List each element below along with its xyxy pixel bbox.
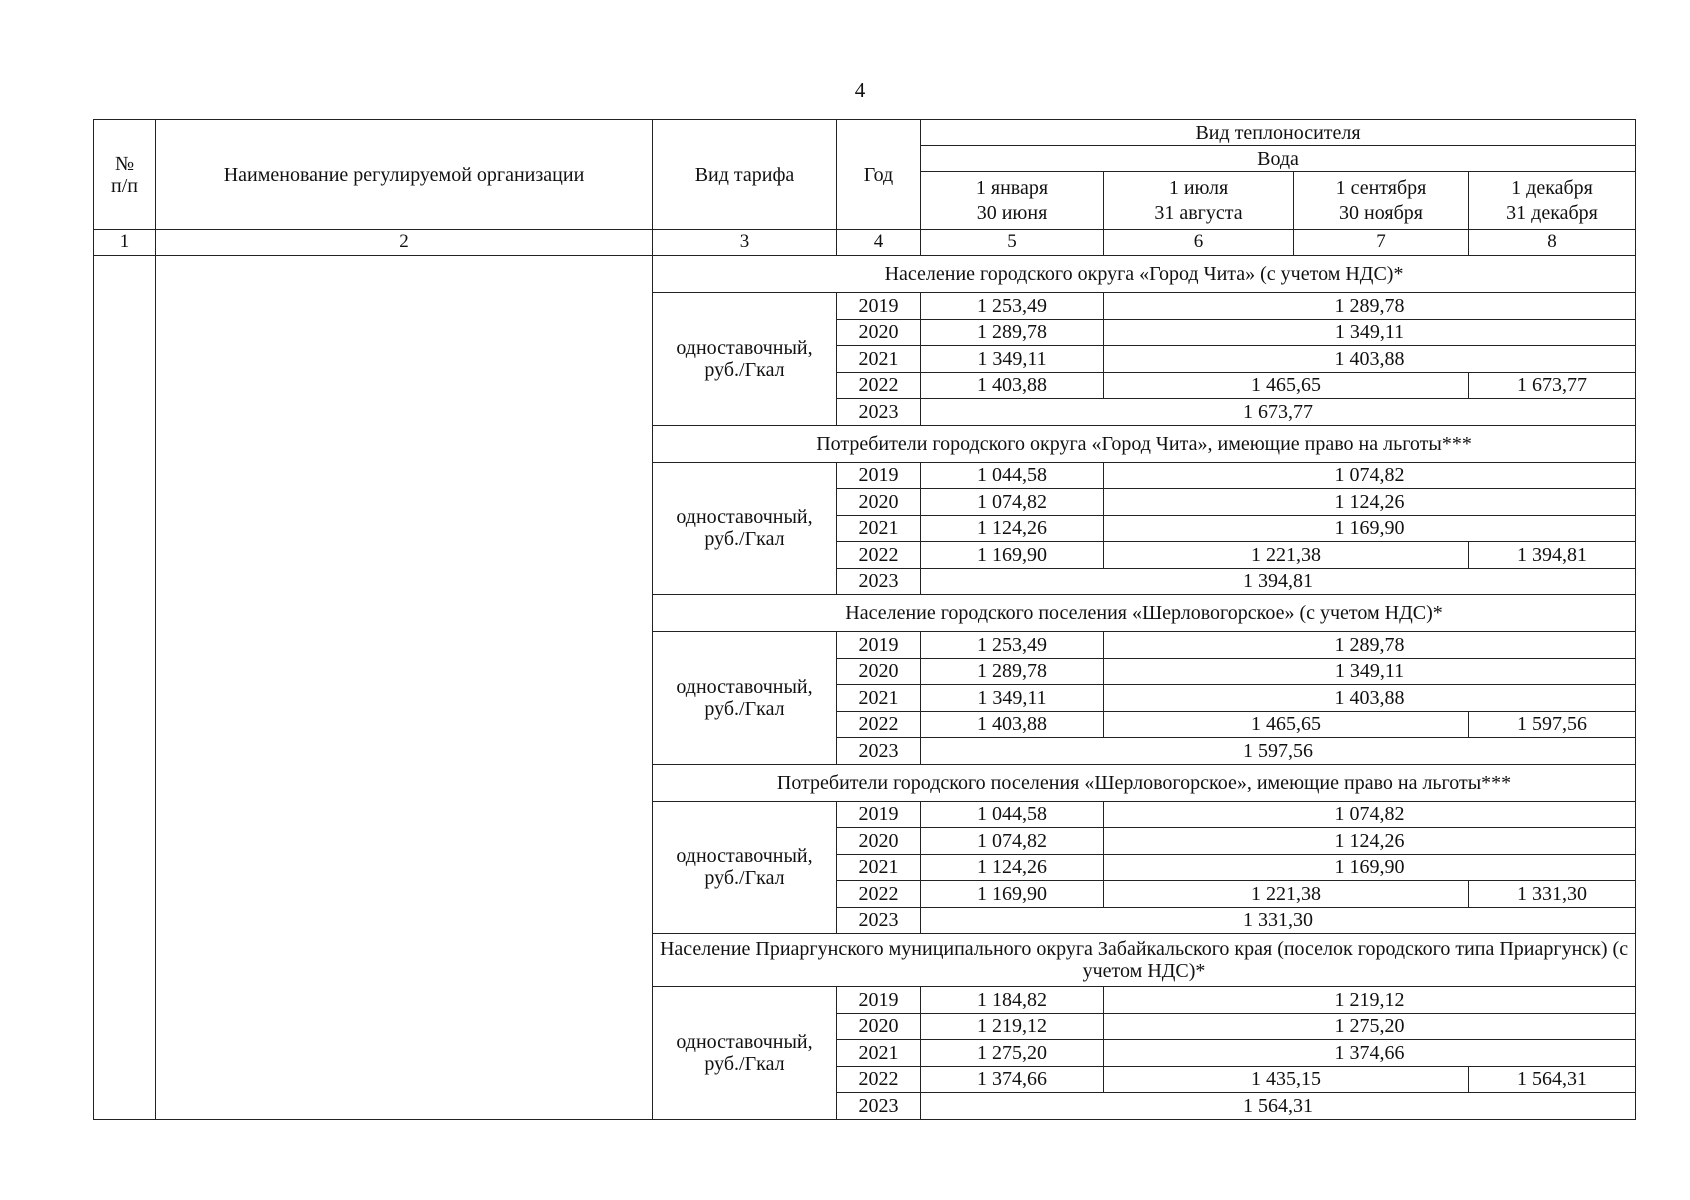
value-cell: 1 289,78 <box>1104 293 1636 320</box>
tariff-type-line: одноставочный, <box>676 506 813 529</box>
header-period-3: 1 сентября 30 ноября <box>1294 172 1469 230</box>
year-cell: 2019 <box>837 987 921 1014</box>
column-number-row <box>94 230 1636 256</box>
year-cell: 2019 <box>837 801 921 828</box>
value-cell: 1 074,82 <box>921 828 1104 855</box>
column-number: 6 <box>1104 230 1294 256</box>
column-number: 5 <box>921 230 1104 256</box>
value-cell: 1 597,56 <box>1469 711 1636 738</box>
year-cell: 2023 <box>837 907 921 934</box>
value-cell: 1 289,78 <box>921 319 1104 346</box>
year-cell: 2022 <box>837 542 921 569</box>
year-cell: 2023 <box>837 738 921 765</box>
value-cell: 1 403,88 <box>921 711 1104 738</box>
value-cell: 1 349,11 <box>921 346 1104 373</box>
value-cell: 1 074,82 <box>1104 462 1636 489</box>
year-cell: 2020 <box>837 489 921 516</box>
tariff-unit-line: руб./Гкал <box>704 358 785 381</box>
year-cell: 2023 <box>837 1093 921 1120</box>
year-cell: 2020 <box>837 319 921 346</box>
year-cell: 2021 <box>837 515 921 542</box>
column-number: 2 <box>156 230 653 256</box>
year-cell: 2022 <box>837 372 921 399</box>
tariff-type-cell <box>653 462 837 595</box>
row-number-cell <box>94 256 156 1120</box>
value-cell: 1 074,82 <box>921 489 1104 516</box>
value-cell: 1 435,15 <box>1104 1066 1469 1093</box>
year-cell: 2019 <box>837 293 921 320</box>
header-year: Год <box>837 120 921 230</box>
year-cell: 2021 <box>837 854 921 881</box>
value-cell: 1 331,30 <box>921 907 1636 934</box>
header-period-1: 1 января 30 июня <box>921 172 1104 230</box>
value-cell: 1 289,78 <box>1104 632 1636 659</box>
year-cell: 2023 <box>837 399 921 426</box>
year-cell: 2022 <box>837 711 921 738</box>
value-cell: 1 349,11 <box>1104 658 1636 685</box>
header-period-2: 1 июля 31 августа <box>1104 172 1294 230</box>
value-cell: 1 169,90 <box>921 881 1104 908</box>
value-cell: 1 169,90 <box>921 542 1104 569</box>
value-cell: 1 275,20 <box>1104 1013 1636 1040</box>
tariff-unit-line: руб./Гкал <box>704 697 785 720</box>
tariff-unit-line: руб./Гкал <box>704 1052 785 1075</box>
header-period-4: 1 декабря 31 декабря <box>1469 172 1636 230</box>
value-cell: 1 597,56 <box>921 738 1636 765</box>
tariff-type-cell <box>653 987 837 1120</box>
column-number: 3 <box>653 230 837 256</box>
section-title: Потребители городского поселения «Шерловогорское», имеющие право на льготы*** <box>653 764 1636 801</box>
year-cell: 2023 <box>837 568 921 595</box>
value-cell: 1 331,30 <box>1469 881 1636 908</box>
tariff-type-line: одноставочный, <box>676 675 813 698</box>
value-cell: 1 673,77 <box>1469 372 1636 399</box>
section-title: Население городского округа «Город Чита» (с учетом НДС)* <box>653 256 1636 293</box>
value-cell: 1 465,65 <box>1104 711 1469 738</box>
value-cell: 1 124,26 <box>921 515 1104 542</box>
value-cell: 1 124,26 <box>1104 828 1636 855</box>
tariff-unit-line: руб./Гкал <box>704 867 785 890</box>
header-tariff-type: Вид тарифа <box>653 120 837 230</box>
value-cell: 1 564,31 <box>921 1093 1636 1120</box>
value-cell: 1 275,20 <box>921 1040 1104 1067</box>
column-number: 7 <box>1294 230 1469 256</box>
tariff-unit-line: руб./Гкал <box>704 528 785 551</box>
section-title-row <box>94 256 1636 293</box>
tariff-table <box>93 119 1636 1120</box>
header-org-name: Наименование регулируемой организации <box>156 120 653 230</box>
value-cell: 1 219,12 <box>1104 987 1636 1014</box>
year-cell: 2021 <box>837 346 921 373</box>
value-cell: 1 169,90 <box>1104 854 1636 881</box>
value-cell: 1 374,66 <box>1104 1040 1636 1067</box>
section-title: Потребители городского округа «Город Чита», имеющие право на льготы*** <box>653 425 1636 462</box>
value-cell: 1 403,88 <box>921 372 1104 399</box>
value-cell: 1 221,38 <box>1104 881 1469 908</box>
year-cell: 2022 <box>837 881 921 908</box>
value-cell: 1 403,88 <box>1104 685 1636 712</box>
year-cell: 2021 <box>837 685 921 712</box>
value-cell: 1 219,12 <box>921 1013 1104 1040</box>
tariff-type-line: одноставочный, <box>676 336 813 359</box>
value-cell: 1 221,38 <box>1104 542 1469 569</box>
year-cell: 2022 <box>837 1066 921 1093</box>
value-cell: 1 184,82 <box>921 987 1104 1014</box>
value-cell: 1 564,31 <box>1469 1066 1636 1093</box>
value-cell: 1 253,49 <box>921 632 1104 659</box>
section-title: Население Приаргунского муниципального округа Забайкальского края (поселок городского типа Приаргунск) (с учетом НДС)* <box>653 934 1636 987</box>
value-cell: 1 403,88 <box>1104 346 1636 373</box>
value-cell: 1 394,81 <box>1469 542 1636 569</box>
value-cell: 1 374,66 <box>921 1066 1104 1093</box>
year-cell: 2019 <box>837 632 921 659</box>
tariff-type-cell <box>653 801 837 934</box>
value-cell: 1 253,49 <box>921 293 1104 320</box>
tariff-type-line: одноставочный, <box>676 845 813 868</box>
value-cell: 1 673,77 <box>921 399 1636 426</box>
tariff-type-cell <box>653 632 837 765</box>
year-cell: 2021 <box>837 1040 921 1067</box>
year-cell: 2019 <box>837 462 921 489</box>
column-number: 4 <box>837 230 921 256</box>
tariff-type-line: одноставочный, <box>676 1030 813 1053</box>
value-cell: 1 349,11 <box>921 685 1104 712</box>
section-title: Население городского поселения «Шерловогорское» (с учетом НДС)* <box>653 595 1636 632</box>
header-water: Вода <box>921 146 1636 172</box>
value-cell: 1 169,90 <box>1104 515 1636 542</box>
header-num: № п/п <box>94 120 156 230</box>
value-cell: 1 124,26 <box>1104 489 1636 516</box>
value-cell: 1 465,65 <box>1104 372 1469 399</box>
column-number: 1 <box>94 230 156 256</box>
column-number: 8 <box>1469 230 1636 256</box>
tariff-type-cell <box>653 293 837 426</box>
value-cell: 1 349,11 <box>1104 319 1636 346</box>
page-number: 4 <box>854 78 866 102</box>
year-cell: 2020 <box>837 828 921 855</box>
value-cell: 1 044,58 <box>921 462 1104 489</box>
year-cell: 2020 <box>837 658 921 685</box>
value-cell: 1 289,78 <box>921 658 1104 685</box>
organization-name-cell <box>156 256 653 1120</box>
value-cell: 1 124,26 <box>921 854 1104 881</box>
value-cell: 1 394,81 <box>921 568 1636 595</box>
year-cell: 2020 <box>837 1013 921 1040</box>
header-carrier: Вид теплоносителя <box>921 120 1636 146</box>
value-cell: 1 044,58 <box>921 801 1104 828</box>
value-cell: 1 074,82 <box>1104 801 1636 828</box>
